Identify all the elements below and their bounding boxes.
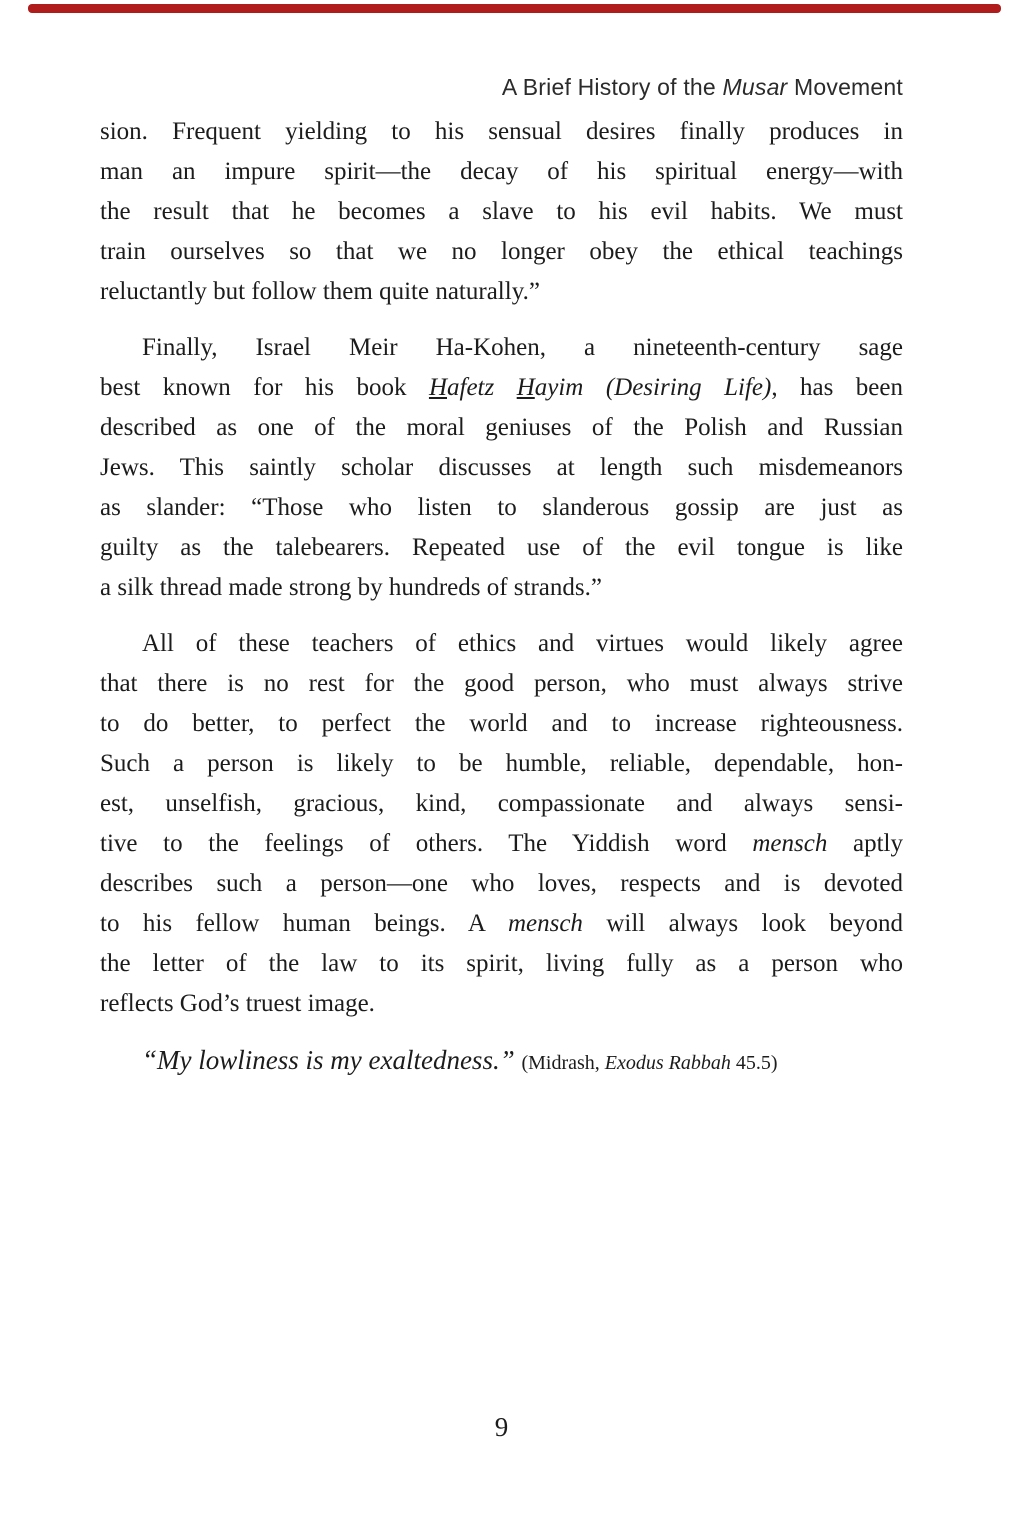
text-segment: “My lowliness is my exaltedness.”	[142, 1045, 522, 1075]
text-segment: 45.5)	[730, 1052, 778, 1074]
text-segment: guilty as the talebearers. Repeated use of the evil tongue is like	[100, 534, 903, 561]
body-paragraphs	[100, 112, 903, 1024]
text-segment: mensch	[507, 910, 583, 937]
text-segment: (Midrash,	[521, 1052, 605, 1074]
text-line	[100, 448, 903, 488]
text-line	[100, 112, 903, 152]
text-segment: est, unselfish, gracious, kind, compassionate and always sensi-	[100, 790, 903, 817]
text-segment: tive to the feelings of others. The Yiddish word	[100, 830, 753, 857]
text-segment: Such a person is likely to be humble, reliable, dependable, hon-	[100, 750, 903, 777]
text-line	[100, 568, 903, 608]
text-segment: Exodus Rabbah	[604, 1052, 731, 1074]
text-line	[100, 984, 903, 1024]
top-red-bar	[28, 4, 1001, 13]
text-segment: reluctantly but follow them quite naturally.”	[100, 278, 540, 305]
running-header-suffix: Movement	[787, 74, 903, 100]
text-line	[100, 864, 903, 904]
text-line	[100, 904, 903, 944]
quote-line	[100, 1040, 903, 1085]
text-line	[100, 328, 903, 368]
text-line	[100, 488, 903, 528]
running-header-musar: Musar	[722, 74, 788, 100]
text-segment: will always look beyond	[582, 910, 903, 937]
text-segment: to his fellow human beings. A	[100, 910, 508, 937]
text-line	[100, 408, 903, 448]
paragraph	[100, 112, 903, 312]
text-line	[100, 192, 903, 232]
text-line	[100, 664, 903, 704]
text-line	[100, 744, 903, 784]
text-segment: sion. Frequent yielding to his sensual desires finally produces in	[100, 118, 903, 145]
text-segment: afetz	[447, 374, 517, 401]
text-segment: , has been	[771, 374, 903, 401]
text-segment: train ourselves so that we no longer obey the ethical teachings	[100, 238, 903, 265]
text-line	[100, 528, 903, 568]
text-line	[100, 232, 903, 272]
text-line	[100, 784, 903, 824]
text-segment: ayim	[534, 374, 606, 401]
paragraph	[100, 624, 903, 1024]
text-line	[100, 368, 903, 408]
text-segment: aptly	[827, 830, 903, 857]
text-segment: mensch	[752, 830, 828, 857]
page-content	[100, 112, 903, 1085]
text-segment: best known for his book	[100, 374, 429, 401]
running-header-prefix: A Brief History of the	[501, 74, 723, 100]
text-segment: to do better, to perfect the world and to increase righteousness.	[100, 710, 903, 737]
text-segment: H	[428, 374, 447, 401]
text-segment: that there is no rest for the good person, who must always strive	[100, 670, 903, 697]
text-line	[100, 272, 903, 312]
text-segment: described as one of the moral geniuses of the Polish and Russian	[100, 414, 903, 441]
text-segment: (Desiring Life)	[605, 374, 772, 401]
text-segment: All of these teachers of ethics and virtues would likely agree	[142, 630, 903, 657]
text-line	[100, 704, 903, 744]
text-segment: Jews. This saintly scholar discusses at length such misdemeanors	[100, 454, 903, 481]
text-line	[100, 944, 903, 984]
paragraph	[100, 328, 903, 608]
text-segment: reflects God’s truest image.	[100, 990, 375, 1017]
text-segment: a silk thread made strong by hundreds of strands.”	[100, 574, 602, 601]
text-segment: man an impure spirit—the decay of his spiritual energy—with	[100, 158, 903, 185]
text-segment: the result that he becomes a slave to his evil habits. We must	[100, 198, 903, 225]
text-segment: H	[516, 374, 535, 401]
text-line	[100, 824, 903, 864]
text-segment: Finally, Israel Meir Ha-Kohen, a nineteenth-century sage	[142, 334, 903, 361]
text-segment: describes such a person—one who loves, respects and is devoted	[100, 870, 903, 897]
running-header	[100, 74, 903, 101]
text-line	[100, 152, 903, 192]
text-segment: as slander: “Those who listen to slanderous gossip are just as	[100, 494, 903, 521]
page-number: 9	[494, 1412, 509, 1442]
text-line	[100, 624, 903, 664]
text-segment: the letter of the law to its spirit, living fully as a person who	[100, 950, 903, 977]
